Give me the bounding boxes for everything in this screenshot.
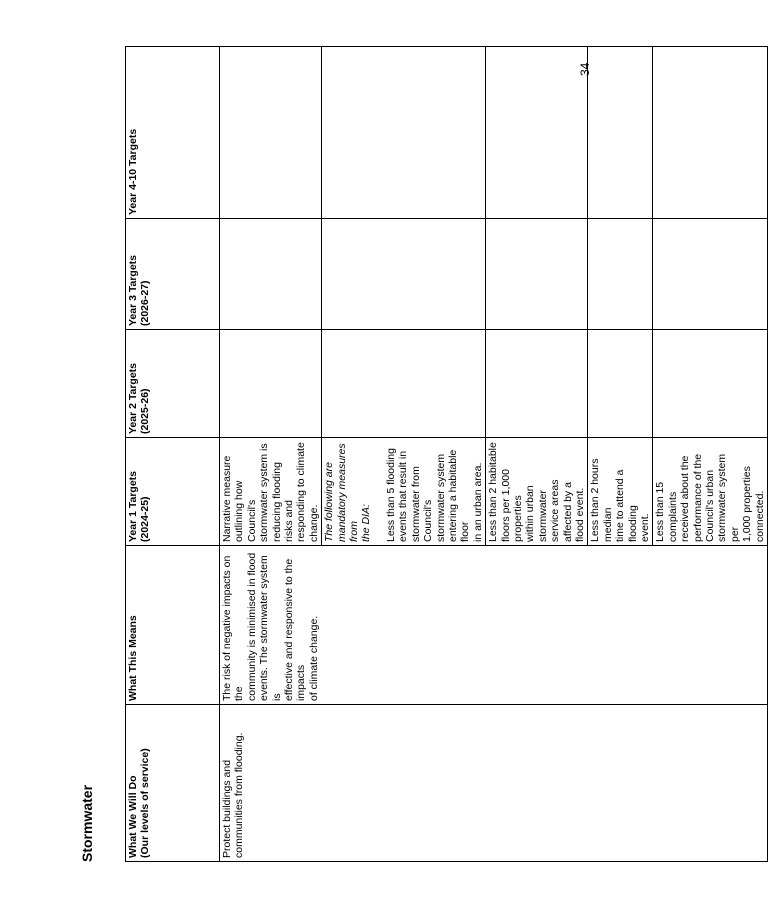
header-year2-targets: Year 2 Targets (2025-26)	[126, 330, 220, 438]
year2-cell	[588, 330, 653, 438]
year2-cell	[486, 330, 588, 438]
header-what-this-means: What This Means	[126, 546, 220, 705]
year1-complaints: Less than 15 complaints received about the performance of the Council's urban stormwater system per 1,000 properties connected.	[653, 438, 768, 546]
table-row	[220, 47, 322, 862]
year4-10-cell	[220, 47, 322, 219]
year3-cell	[220, 219, 322, 330]
what-we-will-do-cell: Protect buildings and communities from flooding.	[220, 705, 768, 862]
year1-habitable-floors: Less than 2 habitable floors per 1,000 properties within urban stormwater service areas affected by a flood event.	[486, 438, 588, 546]
year2-cell	[653, 330, 768, 438]
year1-median-response-time: Less than 2 hours median time to attend a flooding event.	[588, 438, 653, 546]
year4-10-cell	[486, 47, 588, 219]
header-what-we-will-do: What We Will Do (Our levels of service)	[126, 705, 220, 862]
header-year4-10-targets: Year 4-10 Targets	[126, 47, 220, 219]
year1-dia-measures: The following are mandatory measures from the DIA: Less than 5 flooding events that result in stormwater from Council's stormwater system entering a habitable floor in an urban area.	[322, 438, 486, 546]
table-header-row	[126, 47, 220, 862]
header-year1-targets: Year 1 Targets (2024-25)	[126, 438, 220, 546]
year3-cell	[486, 219, 588, 330]
levels-of-service-table	[125, 46, 768, 862]
page-number: 34	[578, 62, 592, 76]
year3-cell	[322, 219, 486, 330]
year4-10-cell	[653, 47, 768, 219]
year2-cell	[322, 330, 486, 438]
year1-narrative-measure: Narrative measure outlining how Council's stormwater system is reducing flooding risks and responding to climate change.	[220, 438, 322, 546]
year4-10-cell	[322, 47, 486, 219]
year3-cell	[588, 219, 653, 330]
year3-cell	[653, 219, 768, 330]
year4-10-cell	[588, 47, 653, 219]
what-this-means-cell: The risk of negative impacts on the community is minimised in flood events. The stormwater system is effective and responsive to the impacts of climate change.	[220, 546, 768, 705]
section-title: Stormwater	[79, 784, 95, 862]
year2-cell	[220, 330, 322, 438]
header-year3-targets: Year 3 Targets (2026-27)	[126, 219, 220, 330]
